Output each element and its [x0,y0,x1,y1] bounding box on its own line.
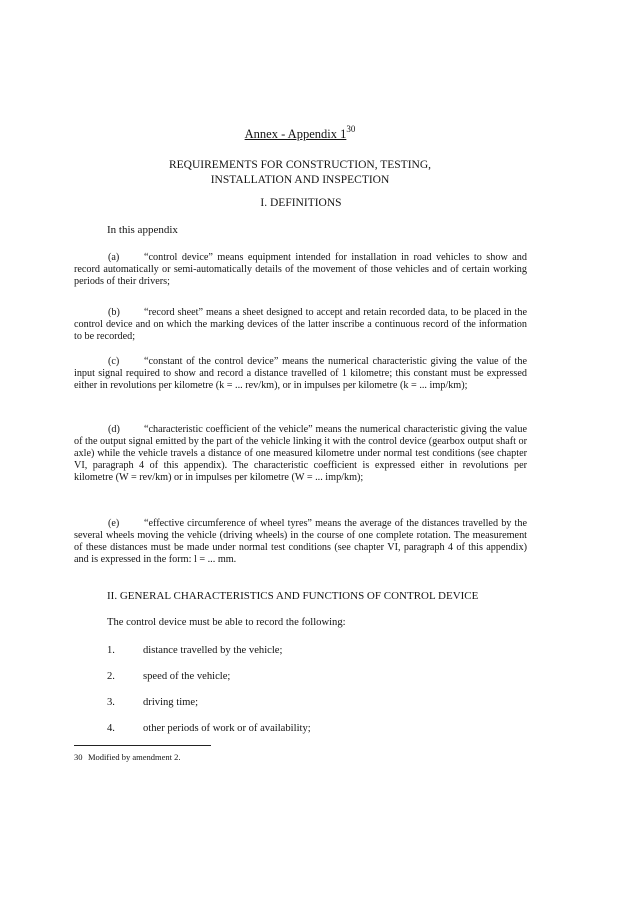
footnote-number: 30 [74,752,83,762]
list-item [107,645,282,656]
footnote-divider [74,745,211,746]
definition-text: “control device” means equipment intended for installation in road vehicles to show and record automatically or semi-automatically details of the movement of those vehicles and of certain working periods of their drivers; [74,252,527,287]
annex-title-text: Annex - Appendix 1 [244,127,347,141]
definition-text: “constant of the control device” means the numerical characteristic giving the value of the input signal required to show and record a distance travelled of 1 kilometre; this constant must be expressed either in revolutions per kilometre (k = ... rev/km), or in impulses per kilometre (k = ... imp/km); [74,356,527,391]
list-item-text: other periods of work or of availability; [143,723,311,734]
requirements-heading [74,158,526,188]
definition-a [74,252,527,288]
list-item-text: distance travelled by the vehicle; [143,645,283,656]
list-item [107,671,230,682]
section-2-intro: The control device must be able to record the following: [107,617,346,628]
definition-text: “characteristic coefficient of the vehicle” means the numerical characteristic giving the value of the output signal emitted by the part of the vehicle linking it with the control device (gearbox output shaft or axle) while the vehicle travels a distance of one measured kilometre under normal test conditions (see chapter VI, paragraph 4 of this appendix). The characteristic coefficient is expressed either in revolutions per kilometre (W = rev/km) or in impulses per kilometre (W = ... imp/km); [74,424,527,483]
requirements-line-2: INSTALLATION AND INSPECTION [210,174,390,186]
definition-label: (a) [108,252,120,263]
definition-e [74,518,527,566]
definition-d [74,424,527,484]
footnote-text: Modified by amendment 2. [88,752,181,762]
definition-label: (e) [108,518,120,529]
definition-label: (b) [108,307,120,318]
list-item-text: driving time; [143,697,199,708]
definition-text: “effective circumference of wheel tyres” means the average of the distances travelled by the several wheels moving the vehicle (driving wheels) in the course of one complete rotation. The measurement of these distances must be made under normal test conditions (see chapter VI, paragraph 4 of this appendix) and is expressed in the form: l = ... mm. [74,518,527,565]
definition-text: “record sheet” means a sheet designed to accept and retain recorded data, to be placed in the control device and on which the marking devices of the latter inscribe a continuous record of the information to be recorded; [74,307,527,342]
section-1-title: I. DEFINITIONS [260,197,342,209]
definition-label: (d) [108,424,120,435]
list-item [107,723,311,734]
list-item-text: speed of the vehicle; [143,671,231,682]
definition-b [74,307,527,343]
list-item-number: 3. [107,697,115,708]
section-2-title: II. GENERAL CHARACTERISTICS AND FUNCTIONS OF CONTROL DEVICE [107,590,479,602]
footnote [74,752,181,762]
annex-title [74,124,526,142]
list-item-number: 4. [107,723,115,734]
intro-text: In this appendix [107,224,178,236]
list-item-number: 1. [107,645,115,656]
list-item [107,697,198,708]
definition-c [74,356,527,392]
annex-footnote-ref: 30 [346,124,356,134]
definition-label: (c) [108,356,120,367]
list-item-number: 2. [107,671,115,682]
requirements-line-1: REQUIREMENTS FOR CONSTRUCTION, TESTING, [168,159,432,171]
